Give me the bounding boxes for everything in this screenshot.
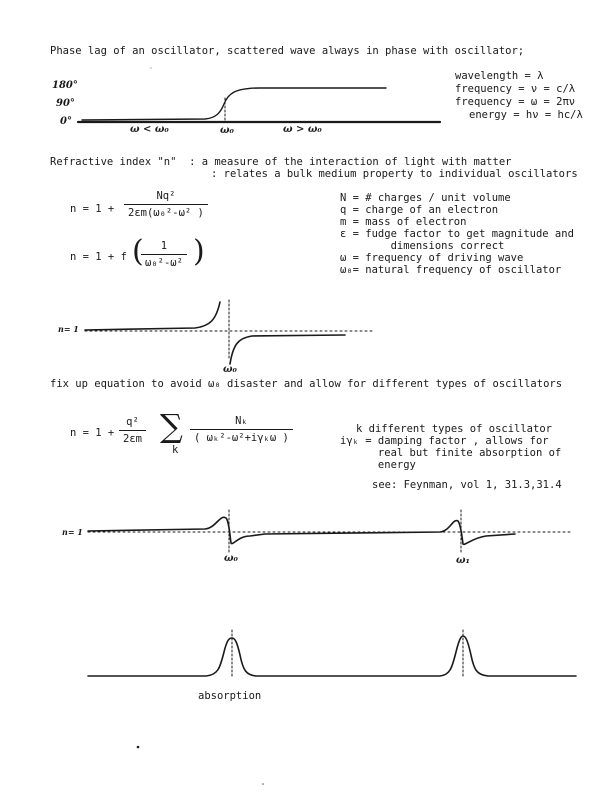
speck-mark <box>150 67 151 68</box>
eq3-note: k different types of oscillator <box>356 423 552 435</box>
eq3-note: iγₖ = damping factor , allows for <box>340 435 549 447</box>
definition-item: dimensions correct <box>340 240 505 252</box>
sum-symbol: ∑ <box>160 407 183 445</box>
energy-def: energy = hν = hc/λ <box>469 109 583 121</box>
fixup-text: fix up equation to avoid ω₀ disaster and allow for different types of oscillators <box>50 378 563 390</box>
dispersion-left-branch <box>85 302 220 330</box>
definition-item: q = charge of an electron <box>340 204 499 216</box>
phase-y-label-90: 90° <box>56 98 75 109</box>
eq3-lhs: n = 1 + <box>70 427 115 439</box>
eq2-lhs: n = 1 + f <box>70 251 127 263</box>
frequency-omega-def: frequency = ω = 2πν <box>455 96 576 108</box>
page-title: Phase lag of an oscillator, scattered wave always in phase with oscillator; <box>50 45 525 57</box>
absorption-curve <box>88 636 576 676</box>
eq2-paren-right: ) <box>193 234 205 269</box>
reference-text: see: Feynman, vol 1, 31.3,31.4 <box>372 479 562 491</box>
multi-dispersion-curve <box>88 517 515 544</box>
multi-omega1-label: ω₁ <box>456 555 470 566</box>
definition-item: ω = frequency of driving wave <box>340 252 524 264</box>
eq3-coef-denominator: 2εm <box>119 430 146 445</box>
eq3-note: energy <box>340 459 416 471</box>
phase-baseline-curve <box>82 88 386 120</box>
definition-item: ε = fudge factor to get magnitude and <box>340 228 574 240</box>
eq2-denominator: ω₀²-ω² <box>141 254 187 269</box>
wavelength-def: wavelength = λ <box>455 70 544 82</box>
multi-omega0-label: ω₀ <box>224 553 238 564</box>
eq3-sum-index: k <box>172 444 179 456</box>
refractive-index-line1: Refractive index "n" : a measure of the interaction of light with matter <box>50 156 512 168</box>
multi-n-label: n= 1 <box>62 527 83 537</box>
eq1-numerator: Nq² <box>156 190 176 202</box>
phase-x-label-high: ω > ω₀ <box>283 124 322 135</box>
phase-x-label-omega0: ω₀ <box>220 125 234 136</box>
dispersion-omega-label: ω₀ <box>223 364 237 375</box>
dispersion-right-branch <box>230 335 345 364</box>
eq3-note: real but finite absorption of <box>340 447 562 459</box>
dispersion-n-label: n= 1 <box>58 324 79 334</box>
phase-y-label-180: 180° <box>52 80 78 91</box>
eq2-paren-left: ( <box>132 234 144 269</box>
refractive-index-line2: : relates a bulk medium property to individual oscillators <box>211 168 578 180</box>
eq1-denominator: 2εm(ω₀²-ω² ) <box>124 204 208 219</box>
definition-item: m = mass of electron <box>340 216 467 228</box>
speck-mark <box>137 746 140 749</box>
absorption-label: absorption <box>198 690 262 702</box>
eq1-lhs: n = 1 + <box>70 203 115 215</box>
definition-item: N = # charges / unit volume <box>340 192 511 204</box>
phase-y-label-0: 0° <box>60 116 72 127</box>
eq3-denominator: ( ωₖ²-ω²+iγₖω ) <box>190 429 293 444</box>
frequency-nu-def: frequency = ν = c/λ <box>455 83 576 95</box>
phase-x-label-low: ω < ω₀ <box>130 124 169 135</box>
eq3-coef-numerator: q² <box>126 416 139 428</box>
eq2-numerator: 1 <box>160 240 168 252</box>
eq3-numerator: Nₖ <box>235 415 248 427</box>
speck-mark <box>262 783 264 785</box>
definition-item: ω₀= natural frequency of oscillator <box>340 264 562 276</box>
